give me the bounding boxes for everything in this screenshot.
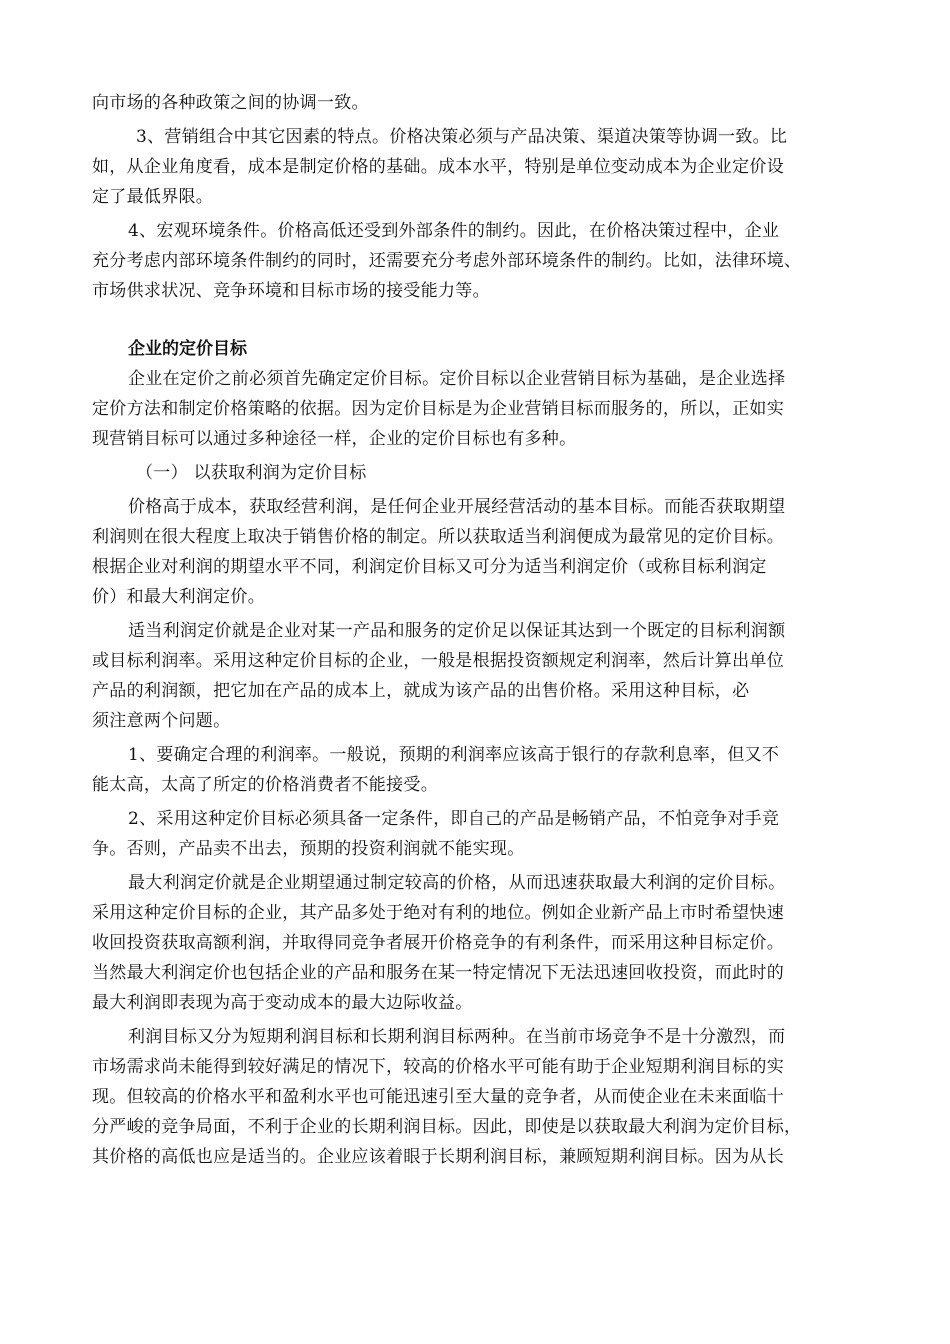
paragraph-line: 适当利润定价就是企业对某一产品和服务的定价足以保证其达到一个既定的目标利润额	[128, 621, 786, 641]
paragraph-line: 价格高于成本，获取经营利润，是任何企业开展经营活动的基本目标。而能否获取期望	[128, 497, 786, 517]
paragraph-line: 利润目标又分为短期利润目标和长期利润目标两种。在当前市场竞争不是十分激烈，而	[128, 1027, 786, 1047]
paragraph-line: 其价格的高低也应是适当的。企业应该着眼于长期利润目标，兼顾短期利润目标。因为从长	[92, 1147, 784, 1167]
paragraph-line: 能太高，太高了所定的价格消费者不能接受。	[92, 775, 438, 795]
paragraph-line: 价）和最大利润定价。	[92, 587, 265, 607]
paragraph-line: 向市场的各种政策之间的协调一致。	[92, 93, 369, 113]
paragraph-line: 定了最低界限。	[92, 187, 214, 207]
paragraph-line: 采用这种定价目标的企业，其产品多处于绝对有利的地位。例如企业新产品上市时希望快速	[92, 903, 784, 923]
paragraph-line: 充分考虑内部环境条件制约的同时，还需要充分考虑外部环境条件的制约。比如，法律环境、	[92, 251, 802, 271]
subsection-title: （一） 以获取利润为定价目标	[136, 463, 367, 483]
paragraph-line: 当然最大利润定价也包括企业的产品和服务在某一特定情况下无法迅速回收投资，而此时的	[92, 963, 784, 983]
paragraph-line: 争。否则，产品卖不出去，预期的投资利润就不能实现。	[92, 839, 525, 859]
paragraph-line: 3、营销组合中其它因素的特点。价格决策必须与产品决策、渠道决策等协调一致。比	[136, 127, 788, 147]
paragraph-line: 利润则在很大程度上取决于销售价格的制定。所以获取适当利润便成为最常见的定价目标。	[92, 527, 784, 547]
paragraph-line: 最大利润即表现为高于变动成本的最大边际收益。	[92, 993, 473, 1013]
paragraph-line: 现。但较高的价格水平和盈利水平也可能迅速引至大量的竞争者，从而使企业在未来面临十	[92, 1087, 784, 1107]
paragraph-line: 1、要确定合理的利润率。一般说，预期的利润率应该高于银行的存款利息率，但又不	[128, 745, 780, 765]
paragraph-line: 市场需求尚未能得到较好满足的情况下，较高的价格水平可能有助于企业短期利润目标的实	[92, 1057, 784, 1077]
paragraph-line: 根据企业对利润的期望水平不同，利润定价目标又可分为适当利润定价（或称目标利润定	[92, 557, 767, 577]
paragraph-line: 定价方法和制定价格策略的依据。因为定价目标是为企业营销目标而服务的，所以，正如实	[92, 399, 784, 419]
document-page	[92, 88, 862, 1172]
paragraph-line: 或目标利润率。采用这种定价目标的企业，一般是根据投资额规定利润率，然后计算出单位	[92, 651, 784, 671]
paragraph-line: 须注意两个问题。	[92, 711, 231, 731]
paragraph-line: 现营销目标可以通过多种途径一样，企业的定价目标也有多种。	[92, 429, 577, 449]
paragraph-line: 最大利润定价就是企业期望通过制定较高的价格，从而迅速获取最大利润的定价目标。	[128, 873, 786, 893]
paragraph-line: 如，从企业角度看，成本是制定价格的基础。成本水平，特别是单位变动成本为企业定价设	[92, 157, 784, 177]
paragraph-line: 4、宏观环境条件。价格高低还受到外部条件的制约。因此，在价格决策过程中，企业	[128, 221, 780, 241]
paragraph-line: 企业在定价之前必须首先确定定价目标。定价目标以企业营销目标为基础，是企业选择	[128, 369, 786, 389]
paragraph-line: 分严峻的竞争局面，不利于企业的长期利润目标。因此，即使是以获取最大利润为定价目标，	[92, 1117, 802, 1137]
paragraph-line: 市场供求状况、竞争环境和目标市场的接受能力等。	[92, 281, 490, 301]
paragraph-line: 收回投资获取高额利润，并取得同竞争者展开价格竞争的有利条件，而采用这种目标定价。	[92, 933, 784, 953]
section-heading: 企业的定价目标	[128, 339, 247, 359]
paragraph-line: 产品的利润额，把它加在产品的成本上，就成为该产品的出售价格。采用这种目标，必	[92, 681, 750, 701]
paragraph-line: 2、采用这种定价目标必须具备一定条件，即自己的产品是畅销产品，不怕竞争对手竞	[128, 809, 780, 829]
